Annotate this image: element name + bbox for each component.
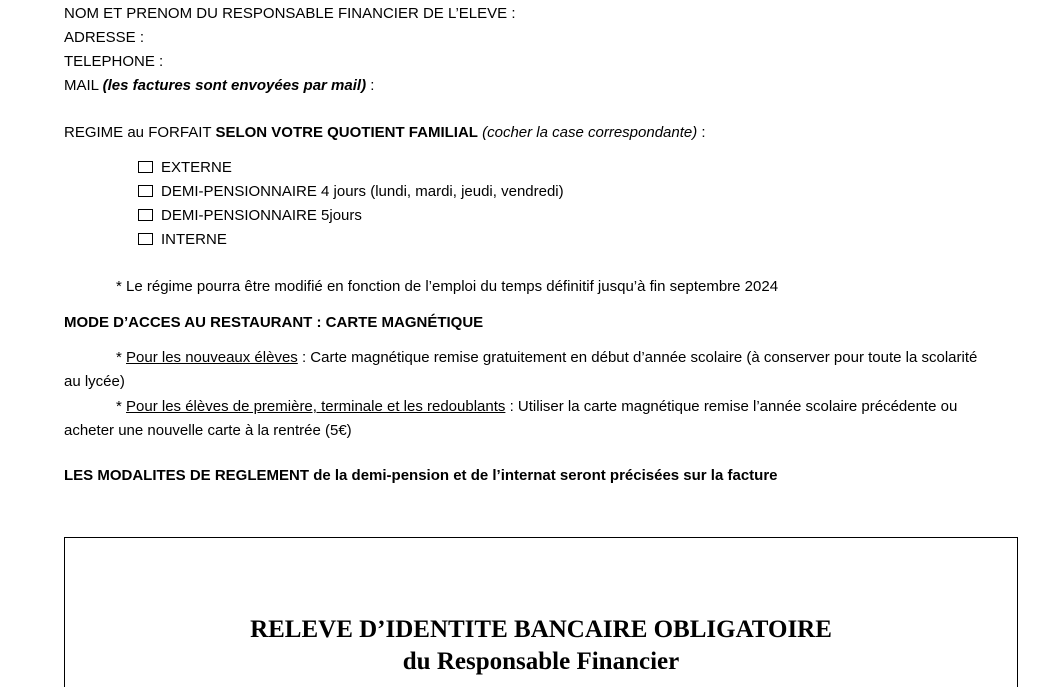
bullet-star: *	[116, 349, 122, 366]
rib-box	[64, 537, 1018, 687]
mail-note: (les factures sont envoyées par mail)	[102, 77, 367, 94]
checkbox-icon[interactable]	[138, 209, 153, 221]
option-label: DEMI-PENSIONNAIRE 4 jours (lundi, mardi, jeudi, vendredi)	[161, 183, 564, 200]
new-students-text: : Carte magnétique remise gratuitement en début d’année scolaire (à conserver pour toute la scolarité au lycée)	[64, 349, 978, 390]
returning-students-label: Pour les élèves de première, terminale et les redoublants	[126, 398, 506, 415]
new-students-label: Pour les nouveaux élèves	[126, 349, 298, 366]
regime-footnote: * Le régime pourra être modifié en fonction de l’emploi du temps définitif jusqu’à fin septembre 2024	[116, 278, 779, 295]
checkbox-icon[interactable]	[138, 233, 153, 245]
option-interne[interactable]	[138, 230, 227, 250]
address-label: ADRESSE :	[64, 29, 145, 46]
rib-title: RELEVE D’IDENTITE BANCAIRE OBLIGATOIRE	[250, 616, 832, 643]
regime-prefix: REGIME au FORFAIT	[64, 124, 212, 141]
access-returning-students	[64, 395, 994, 443]
mail-line	[64, 76, 374, 96]
option-label: INTERNE	[161, 231, 227, 248]
bullet-star: *	[116, 398, 122, 415]
access-heading: MODE D’ACCES AU RESTAURANT : CARTE MAGNÉTIQUE	[64, 314, 484, 331]
option-demi-pension-4[interactable]	[138, 182, 564, 202]
payment-bold: LES MODALITES DE REGLEMENT	[64, 467, 310, 484]
access-new-students	[64, 346, 994, 394]
option-label: EXTERNE	[161, 159, 232, 176]
mail-label: MAIL	[64, 77, 99, 94]
regime-heading	[64, 123, 706, 143]
option-demi-pension-5[interactable]	[138, 206, 362, 226]
phone-label: TELEPHONE :	[64, 53, 164, 70]
name-label: NOM ET PRENOM DU RESPONSABLE FINANCIER DE L’ELEVE :	[64, 5, 516, 22]
returning-students-text: : Utiliser la carte magnétique remise l’année scolaire précédente ou acheter une nouvelle carte à la rentrée (5€)	[64, 398, 958, 439]
option-label: DEMI-PENSIONNAIRE 5jours	[161, 207, 362, 224]
rib-subtitle: du Responsable Financier	[402, 648, 680, 675]
payment-rest: de la demi-pension et de l’internat seront précisées sur la facture	[313, 467, 778, 484]
regime-bold: SELON VOTRE QUOTIENT FAMILIAL	[215, 124, 478, 141]
mail-colon: :	[370, 77, 375, 94]
checkbox-icon[interactable]	[138, 161, 153, 173]
regime-note: (cocher la case correspondante)	[482, 124, 698, 141]
regime-colon: :	[701, 124, 706, 141]
payment-note	[64, 466, 778, 486]
checkbox-icon[interactable]	[138, 185, 153, 197]
option-externe[interactable]	[138, 158, 232, 178]
